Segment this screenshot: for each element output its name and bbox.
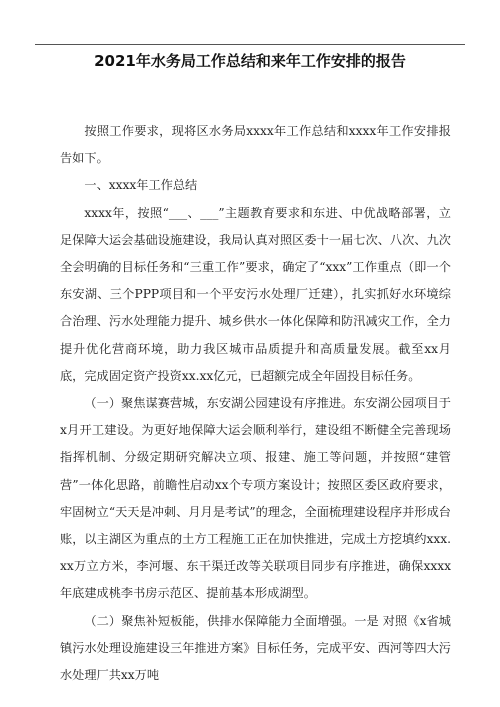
- item-2-paragraph: （二）聚焦补短板能，供排水保障能力全面增强。一是 对照《x省城镇污水处理设施建设三年推进方案》目标任务，完成平安、西河等四大污水处理厂共xx万吨: [60, 613, 451, 683]
- section-heading: 一、xxxx年工作总结: [84, 178, 198, 193]
- document-title: 2021年水务局工作总结和来年工作安排的报告: [94, 52, 406, 70]
- summary-paragraph: xxxx年，按照“___、___”主题教育要求和东进、中优战略部署，立足保障大运会基础设施建设，我局认真对照区委十一届七次、八次、九次全会明确的目标任务和“三重工作”要求，确定了“xxx”工作重点（即一个东安湖、三个PPP项目和一个平安污水处理厂迁建），扎实抓好水环境综合治理、污水处理能力提升、城乡供水一体化保障和防汛减灾工作，全力提升优化营商环境，助力我区城市品质提升和高质量发展。截至xx月底，完成固定资产投资xx.xx亿元，已超额完成全年固投目标任务。: [60, 205, 451, 383]
- header-divider: [35, 44, 465, 45]
- document-body: [60, 118, 451, 689]
- item-1-paragraph: （一）聚焦谋赛营城，东安湖公园建设有序推进。东安湖公园项目于x月开工建设。为更好地保障大运会顺利举行，建设组不断健全完善现场指挥机制、分级定期研究解决立项、报建、施工等问题，并按照“建管营”一体化思路，前瞻性启动xx个专项方案设计；按照区委区政府要求，牢固树立“天天是冲刺、月月是考试”的理念，全面梳理建设程序并形成台账，以主湖区为重点的土方工程施工正在加快推进，完成土方挖填约xxx.xx万立方米，李河堰、东干渠迁改等关联项目同步有序推进，确保xxxx年底建成桃李书房示范区、提前基本形成湖型。: [60, 396, 451, 601]
- intro-paragraph: 按照工作要求，现将区水务局xxxx年工作总结和xxxx年工作安排报告如下。: [60, 124, 451, 166]
